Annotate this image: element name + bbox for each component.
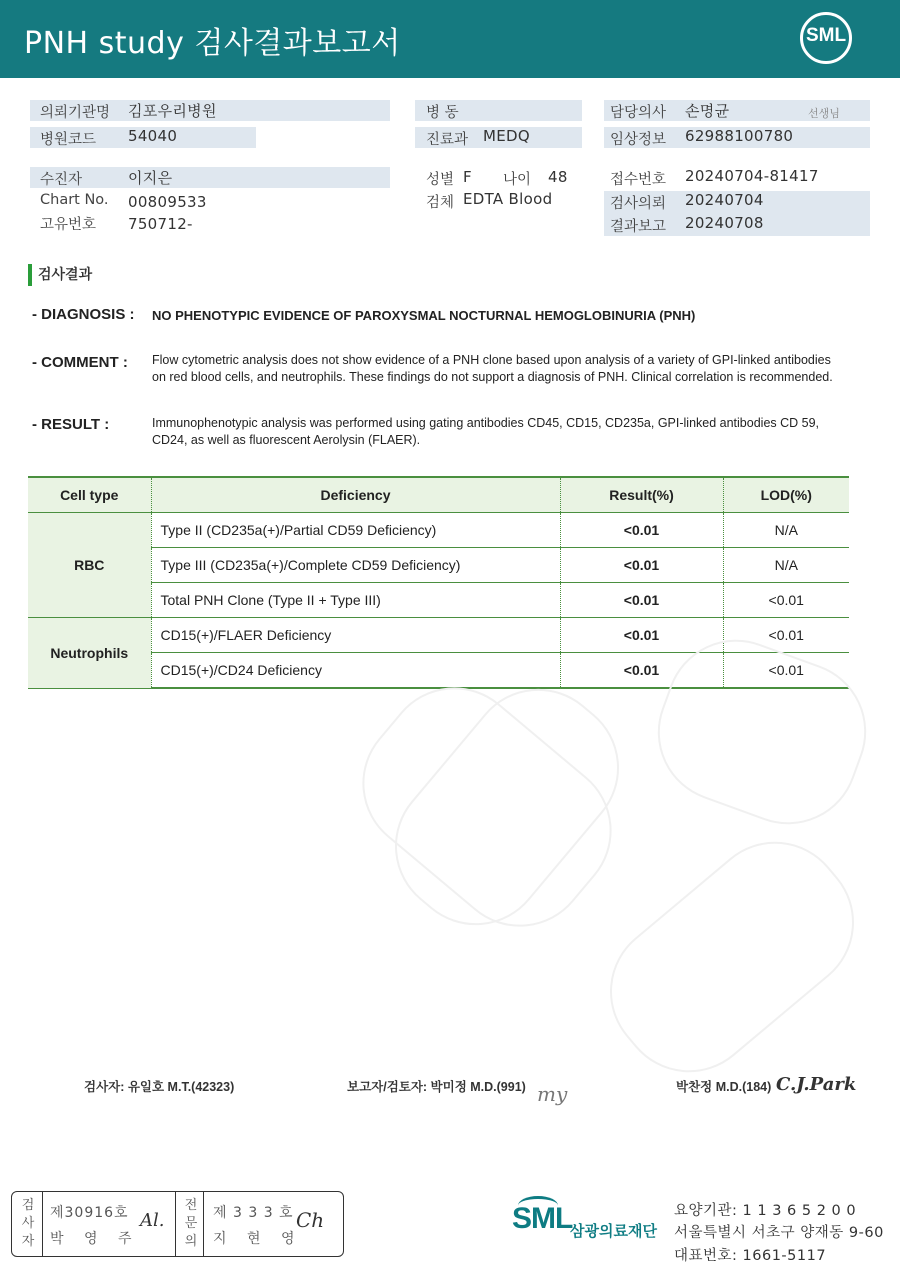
watermark-shape: [581, 813, 882, 1101]
lod-cell: N/A: [723, 513, 849, 548]
hospital-code-label: 병원코드: [40, 132, 97, 148]
age-value: 48: [548, 168, 568, 186]
stamp-right-name: 지 현 영: [213, 1231, 303, 1247]
stamp-left-sign: Al.: [140, 1210, 165, 1231]
header-lod: LOD(%): [723, 477, 849, 513]
comment-label: - COMMENT :: [32, 354, 128, 371]
ward-label: 병 동: [426, 105, 459, 121]
header-deficiency: Deficiency: [151, 477, 560, 513]
reviewer-signature: 박찬정 M.D.(184): [676, 1080, 772, 1094]
specimen-value: EDTA Blood: [463, 190, 553, 208]
chart-no-label: Chart No.: [40, 192, 109, 208]
deficiency-cell: CD15(+)/CD24 Deficiency: [151, 653, 560, 689]
result-cell: <0.01: [560, 583, 723, 618]
deficiency-cell: Type II (CD235a(+)/Partial CD59 Deficiency): [151, 513, 560, 548]
cell-type-neutrophils: Neutrophils: [28, 618, 151, 689]
sex-label: 성별: [426, 172, 455, 188]
result-cell: <0.01: [560, 548, 723, 583]
lod-cell: <0.01: [723, 583, 849, 618]
result-cell: <0.01: [560, 618, 723, 653]
lod-cell: N/A: [723, 548, 849, 583]
diagnosis-label: - DIAGNOSIS :: [32, 306, 135, 323]
patient-box: [30, 167, 390, 188]
footer-phone: 대표번호: 1661-5117: [674, 1248, 827, 1264]
deficiency-cell: Total PNH Clone (Type II + Type III): [151, 583, 560, 618]
result-text: Immunophenotypic analysis was performed using gating antibodies CD45, CD15, CD235a, GPI-linked antibodies CD 59, CD24, as well as fluorescent Aerolysin (FLAER).: [152, 416, 820, 447]
footer-address: 서울특별시 서초구 양재동 9-60: [674, 1225, 884, 1241]
reporter-signature: 보고자/검토자: 박미정 M.D.(991): [347, 1080, 526, 1094]
patient-label: 수진자: [40, 172, 83, 188]
stamp-right-no: 제 3 3 3 호: [213, 1205, 294, 1221]
doctor-label: 담당의사: [610, 105, 667, 121]
result-cell: <0.01: [560, 653, 723, 689]
doctor-suffix: 선생님: [808, 107, 840, 120]
result-label: - RESULT :: [32, 416, 110, 433]
table-header-row: [28, 477, 849, 513]
license-stamp: [11, 1191, 344, 1257]
dept-value: MEDQ: [483, 127, 530, 145]
patient-name: 이지은: [128, 169, 173, 187]
diagnosis-text: NO PHENOTYPIC EVIDENCE OF PAROXYSMAL NOCTURNAL HEMOGLOBINURIA (PNH): [152, 308, 696, 323]
section-title: 검사결과: [28, 264, 92, 286]
report-date: 20240708: [685, 214, 764, 232]
sml-logo: [800, 12, 852, 64]
id-label: 고유번호: [40, 217, 97, 233]
clinical-value: 62988100780: [685, 127, 794, 145]
report-title: PNH study 검사결과보고서: [24, 26, 401, 61]
header-result: Result(%): [560, 477, 723, 513]
hospital-code-value: 54040: [128, 127, 178, 145]
dept-label: 진료과: [426, 132, 469, 148]
deficiency-cell: CD15(+)/FLAER Deficiency: [151, 618, 560, 653]
sex-value: F: [463, 168, 472, 186]
comment-text: Flow cytometric analysis does not show evidence of a PNH clone based upon analysis of a variety of GPI-linked antibodies on red blood cells, and neutrophils. These findings do not support a diagnosis of PNH. Clinical correlation is recommended.: [152, 353, 833, 384]
reporter-handwritten-sign: my: [537, 1082, 568, 1106]
table-row: [28, 548, 849, 583]
cell-type-rbc: RBC: [28, 513, 151, 618]
footer-institution-code: 요양기관: 1 1 3 6 5 2 0 0: [674, 1203, 857, 1219]
lod-cell: <0.01: [723, 653, 849, 689]
lod-cell: <0.01: [723, 618, 849, 653]
stamp-left-label: 검사자: [21, 1198, 35, 1249]
stamp-left-no: 제30916호: [50, 1205, 129, 1221]
age-label: 나이: [503, 172, 532, 188]
id-value: 750712-: [128, 215, 193, 233]
report-header: [0, 0, 900, 78]
chart-no-value: 00809533: [128, 193, 207, 211]
hospital-value: 김포우리병원: [128, 102, 217, 120]
stamp-left-name: 박 영 주: [50, 1231, 140, 1247]
deficiency-cell: Type III (CD235a(+)/Complete CD59 Deficiency): [151, 548, 560, 583]
doctor-value: 손명균: [685, 102, 730, 120]
footer-logo-sml: SML: [512, 1202, 573, 1235]
result-cell: <0.01: [560, 513, 723, 548]
footer-org-name: 삼광의료재단: [570, 1223, 657, 1240]
sml-logo-text: SML: [805, 25, 847, 46]
stamp-right-sign: Ch: [296, 1208, 325, 1232]
header-cell-type: Cell type: [28, 477, 151, 513]
report-label: 결과보고: [610, 219, 667, 235]
reception-label: 접수번호: [610, 172, 667, 188]
reception-value: 20240704-81417: [685, 167, 819, 185]
reviewer-handwritten-sign: C.J.Park: [776, 1074, 857, 1095]
table-row: [28, 583, 849, 618]
tester-signature: 검사자: 유일호 M.T.(42323): [84, 1080, 235, 1094]
request-date: 20240704: [685, 191, 764, 209]
hospital-label: 의뢰기관명: [40, 105, 111, 121]
request-label: 검사의뢰: [610, 196, 667, 212]
clinical-label: 임상정보: [610, 132, 667, 148]
stamp-right-label: 전문의: [184, 1198, 198, 1249]
specimen-label: 검체: [426, 195, 455, 211]
table-row: [28, 513, 849, 548]
